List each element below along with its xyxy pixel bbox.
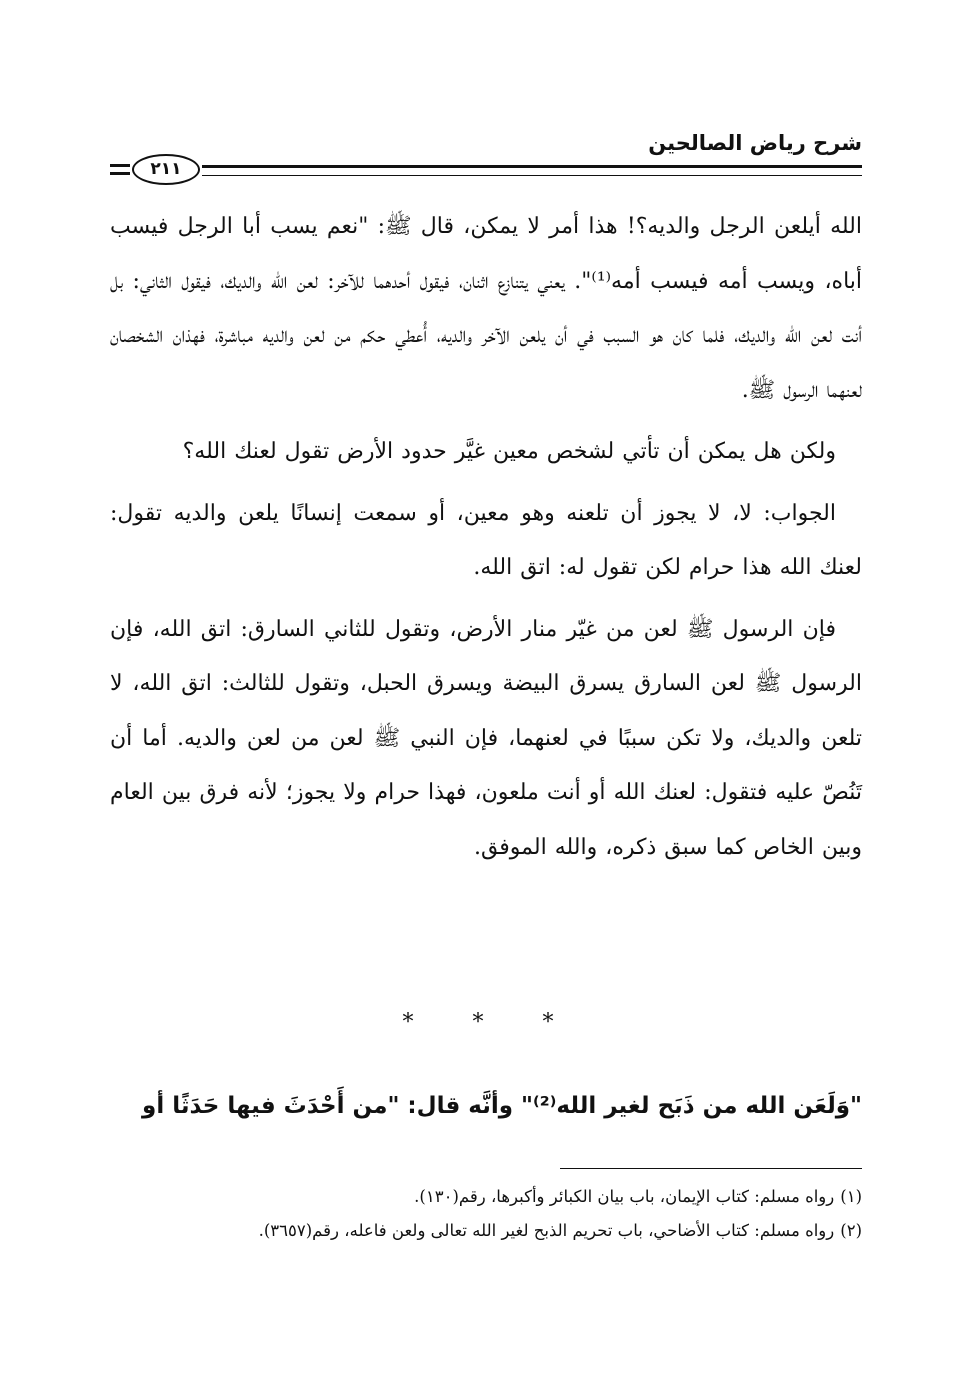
book-title: شرح رياض الصالحين — [648, 131, 862, 155]
footnote-marker: (٢) — [840, 1221, 862, 1240]
page-number-mark — [110, 164, 130, 175]
footnote-divider — [560, 1168, 862, 1169]
header-double-rule — [202, 165, 862, 176]
footnote-text: رواه مسلم: كتاب الإيمان، باب بيان الكبائر وأكبرها، رقم(١٣٠). — [414, 1187, 835, 1206]
paragraph-4: فإن الرسول ﷺ لعن من غيّر منار الأرض، وتقول للثاني السارق: اتق الله، فإن الرسول ﷺ لعن السارق يسرق البيضة ويسرق الحبل، وتقول للثالث: اتق الله، لا تلعن والديك، ولا تكن سببًا في لعنهما، فإن النبي ﷺ لعن من لعن والديه. أما أن تَنُصّ عليه فتقول: لعنك الله أو أنت ملعون، فهذا حرام ولا يجوز؛ لأنه فرق بين العام وبين الخاص كما سبق ذكره، والله الموفق. — [110, 616, 862, 860]
body-text — [110, 200, 862, 882]
footnote-2 — [110, 1214, 862, 1248]
footnote-text: رواه مسلم: كتاب الأضاحي، باب تحريم الذبح لغير الله تعالى ولعن فاعله، رقم(٣٦٥٧). — [258, 1221, 835, 1240]
footnotes — [110, 1180, 862, 1248]
page-header — [110, 128, 862, 188]
paragraph-1: الله أيلعن الرجل والديه؟! هذا أمر لا يمكن، قال ﷺ: "نعم يسب أبا الرجل فيسب أباه، ويسب أمه فيسب أمه⁽¹⁾". يعني يتنازع اثنان، فيقول أحدهما للآخر: لعن الله والديك، فيقول الثاني: بل أنت لعن الله والديك، فلما كان هو السبب في أن يلعن الآخر والديه، أُعطي حكم من لعن والديه مباشرة، فهذان الشخصان لعنهما الرسول ﷺ. — [110, 214, 863, 403]
paragraph-2: ولكن هل يمكن أن تأتي لشخص معين غيَّر حدود الأرض تقول لعنك الله؟ — [182, 439, 836, 464]
hadith-text-line: "وَلَعَن الله من ذَبَح لغير الله⁽²⁾" وأنَّه قال: "من أَحْدَثَ فيها حَدَثًا أو — [142, 1093, 862, 1119]
footnote-marker: (١) — [840, 1187, 862, 1206]
page-number: ٢١١ — [132, 154, 200, 185]
footnote-1 — [110, 1180, 862, 1214]
paragraph-3: الجواب: لا، لا يجوز أن تلعنه وهو معين، أو سمعت إنسانًا يلعن والديه تقول: لعنك الله هذا حرام لكن تقول له: اتق الله. — [110, 500, 862, 580]
section-separator: * * * — [402, 1010, 580, 1035]
